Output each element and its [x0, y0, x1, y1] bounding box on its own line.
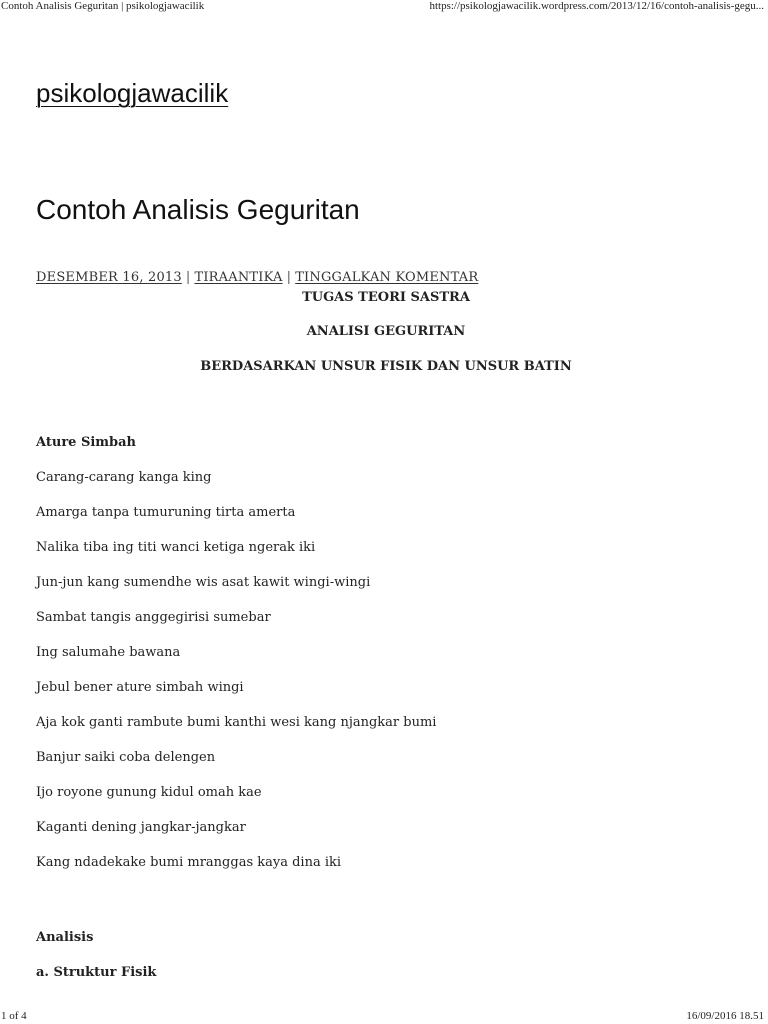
- poem-line: Ijo royone gunung kidul omah kae: [36, 785, 262, 800]
- page-indicator: 1 of 4: [1, 1010, 27, 1022]
- poem-line: Sambat tangis anggegirisi sumebar: [36, 610, 271, 625]
- heading-tugas: TUGAS TEORI SASTRA: [302, 290, 470, 305]
- poem-line: Ing salumahe bawana: [36, 645, 181, 660]
- post-title: Contoh Analisis Geguritan: [36, 194, 360, 225]
- poem-line: Nalika tiba ing titi wanci ketiga ngerak iki: [36, 540, 316, 555]
- poem-line: Amarga tanpa tumuruning tirta amerta: [36, 505, 296, 520]
- poem-line: Carang-carang kanga king: [36, 470, 212, 485]
- site-title-link[interactable]: psikologjawacilik: [36, 78, 229, 108]
- poem-line: Jebul bener ature simbah wingi: [36, 680, 244, 695]
- print-url: https://psikologjawacilik.wordpress.com/2013/12/16/contoh-analisis-gegu...: [429, 0, 764, 12]
- meta-separator: |: [185, 270, 191, 285]
- poem-title: Ature Simbah: [36, 435, 137, 450]
- print-footer: [0, 1008, 768, 1022]
- print-page-title: Contoh Analisis Geguritan | psikologjawacilik: [1, 0, 205, 12]
- post-date-link[interactable]: DESEMBER 16, 2013: [36, 270, 182, 285]
- print-timestamp: 16/09/2016 18.51: [686, 1010, 764, 1022]
- post-author-link[interactable]: TIRAANTIKA: [194, 270, 283, 285]
- meta-separator: |: [286, 270, 292, 285]
- print-header: [0, 0, 768, 14]
- post-meta: [36, 270, 478, 285]
- heading-analisi: ANALISI GEGURITAN: [306, 324, 466, 339]
- poem-line: Aja kok ganti rambute bumi kanthi wesi kang njangkar bumi: [36, 715, 437, 730]
- poem-lines: [36, 470, 436, 890]
- poem-line: Jun-jun kang sumendhe wis asat kawit wingi-wingi: [36, 575, 371, 590]
- leave-comment-link[interactable]: TINGGALKAN KOMENTAR: [295, 270, 479, 285]
- struct-title: a. Struktur Fisik: [36, 965, 157, 980]
- poem-line: Kang ndadekake bumi mranggas kaya dina iki: [36, 855, 342, 870]
- poem-line: Kaganti dening jangkar-jangkar: [36, 820, 246, 835]
- heading-berdasarkan: BERDASARKAN UNSUR FISIK DAN UNSUR BATIN: [200, 359, 572, 374]
- poem-line: Banjur saiki coba delengen: [36, 750, 216, 765]
- analysis-title: Analisis: [36, 930, 94, 945]
